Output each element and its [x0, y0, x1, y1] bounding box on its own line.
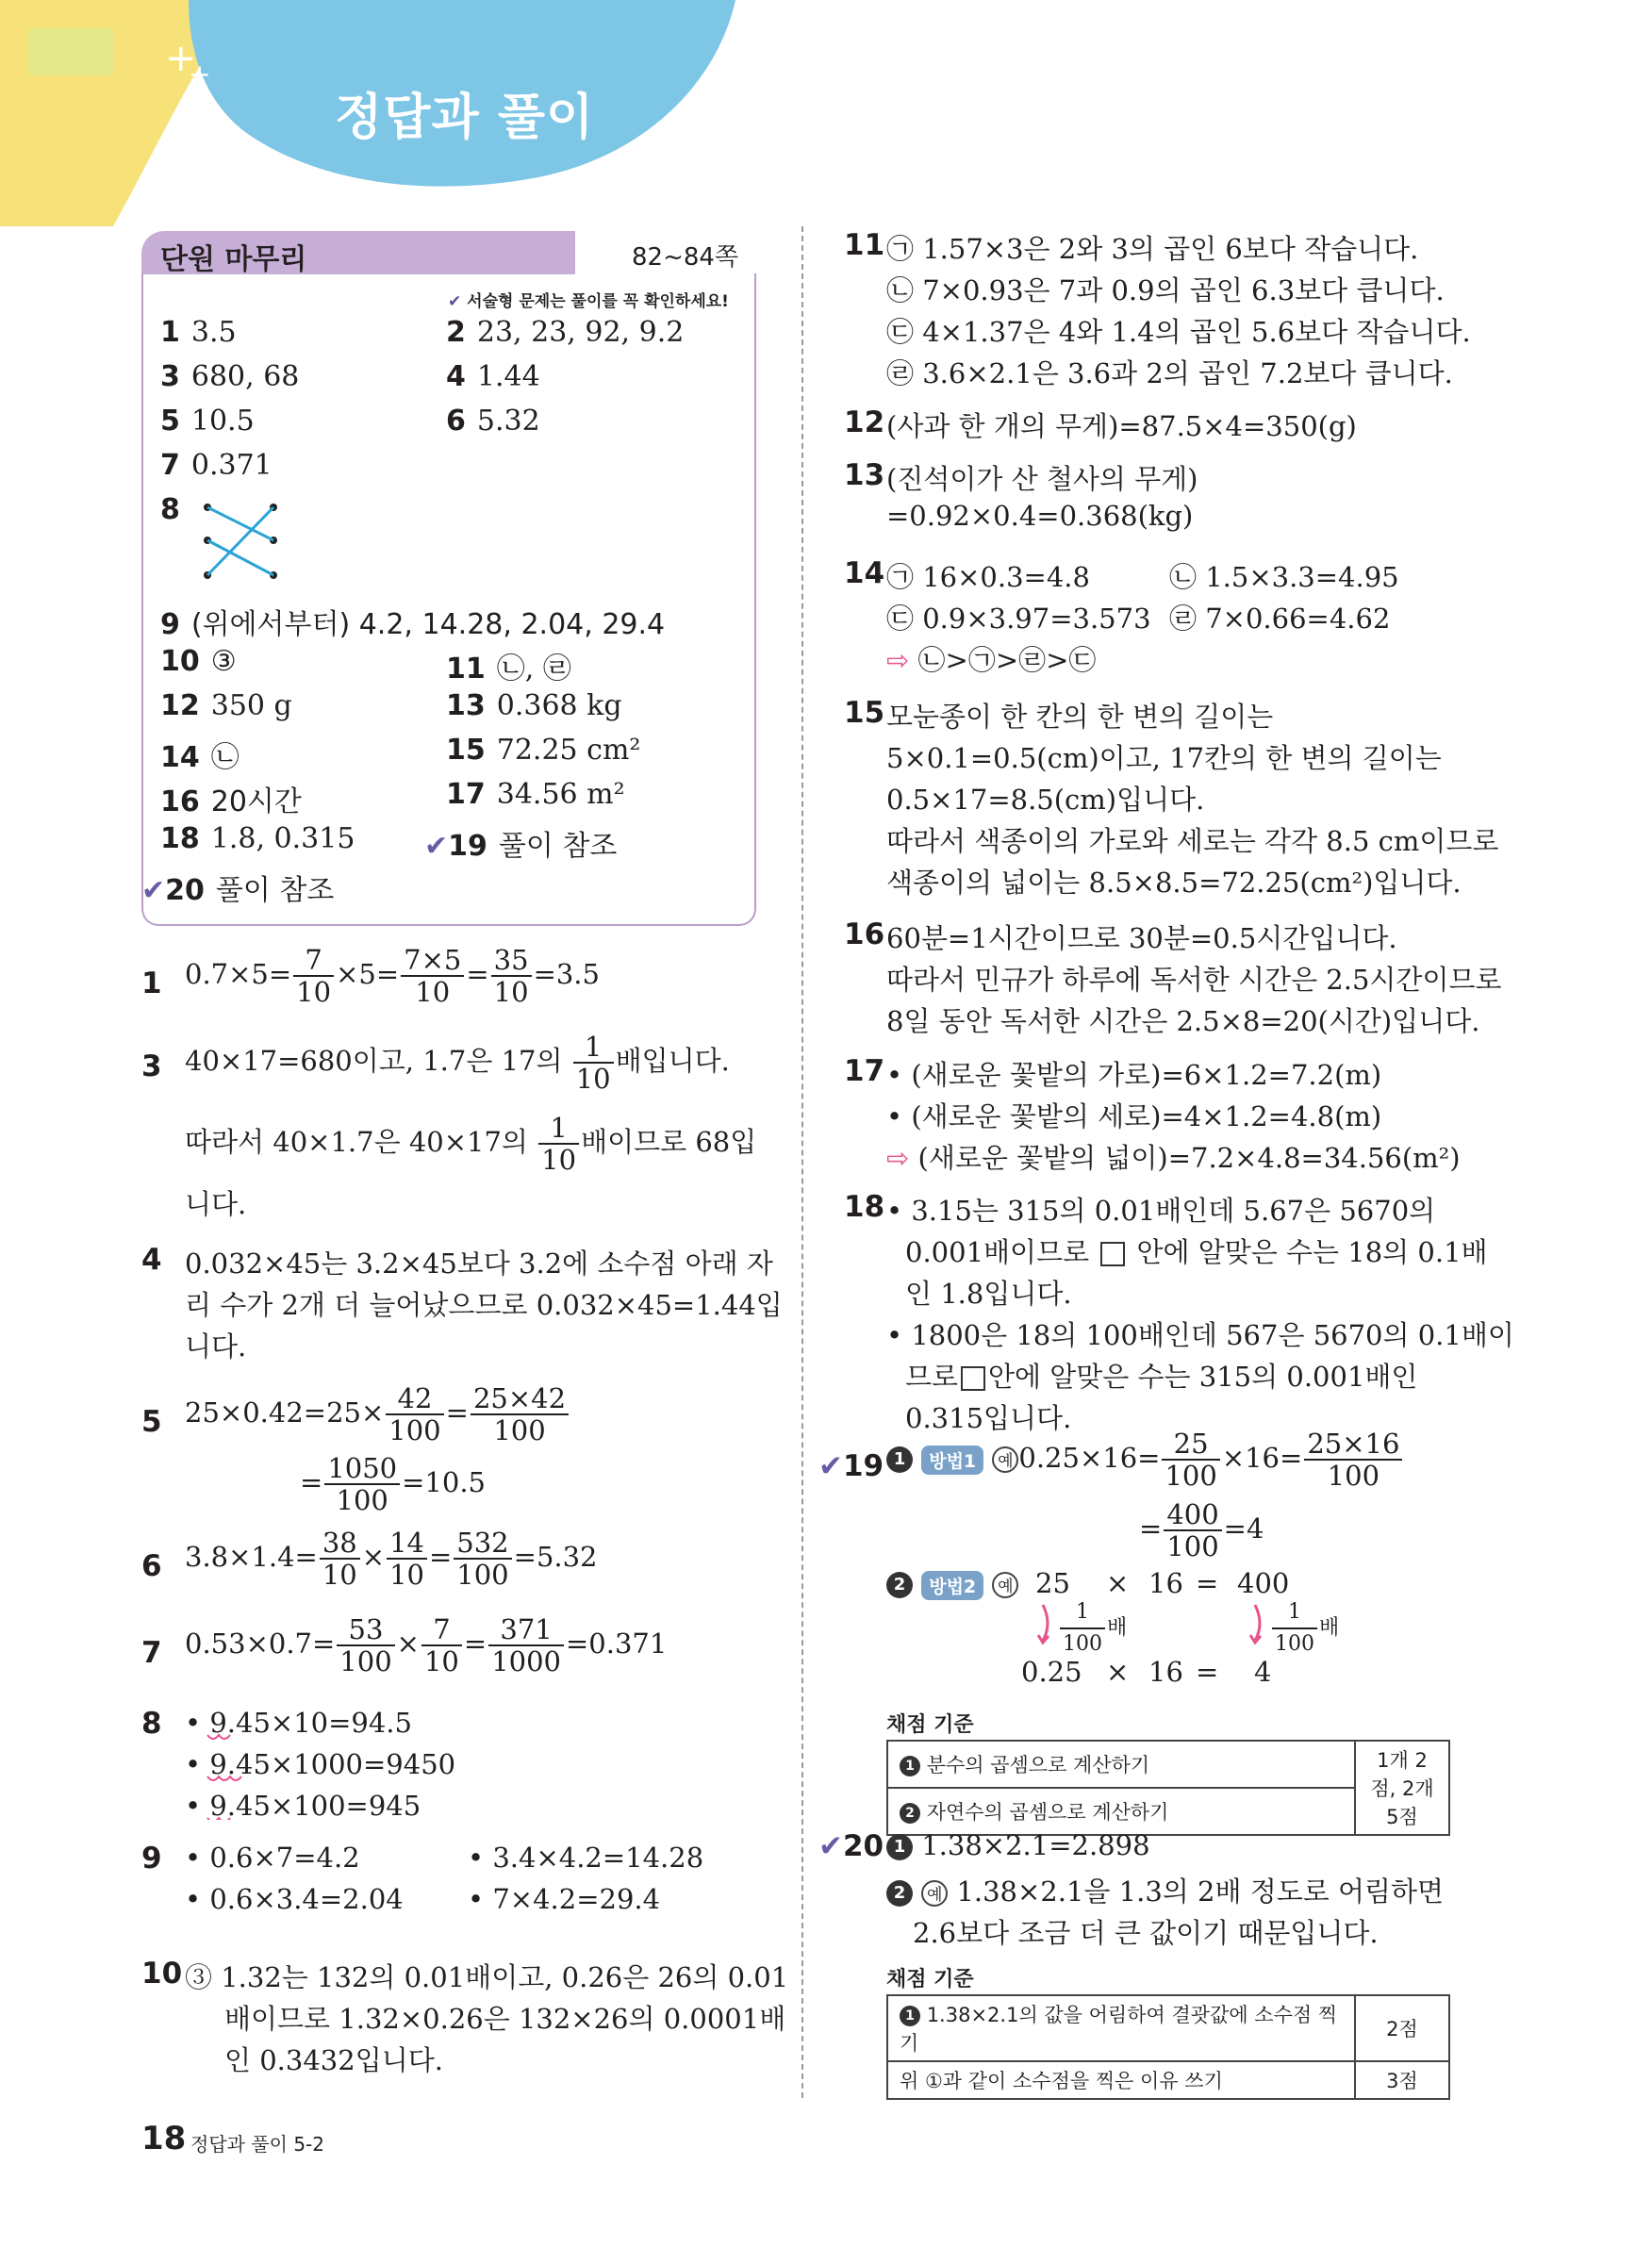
answer-12: 12 350 g	[160, 689, 292, 722]
sol-8-number: 8	[141, 1707, 162, 1741]
sol-4-line-1: 0.032×45는 3.2×45보다 3.2에 소수점 아래 자	[185, 1247, 773, 1280]
sol-5-number: 5	[141, 1405, 162, 1439]
sol-7-equation: 0.53×0.7= $\frac{53}{100}$ × $\frac{7}{10}$ = $\frac{371}{1000}$ =0.371	[185, 1613, 668, 1677]
sol-13-line-1: (진석이가 산 철사의 무게)	[886, 463, 1198, 495]
sol-12-number: 12	[844, 405, 885, 439]
sol-14-b: ㉡ 1.5×3.3=4.95	[1169, 561, 1399, 593]
sol-9-number: 9	[141, 1842, 162, 1875]
check-icon: ✔	[818, 1829, 843, 1863]
sol-9-d: • 7×4.2=29.4	[468, 1883, 661, 1915]
grading-criteria-label: 채점 기준	[886, 1968, 974, 1991]
answer-18: 18 1.8, 0.315	[160, 822, 355, 855]
example-mark-icon: 예	[921, 1880, 948, 1907]
sol-9-a: • 0.6×7=4.2	[185, 1842, 360, 1874]
sol-18-line-2: 0.001배이므로 안에 알맞은 수는 18의 0.1배	[905, 1236, 1488, 1268]
sol-15-number: 15	[844, 696, 885, 730]
sol-3-line-2: 따라서 40×1.7은 40×17의 $\frac{1}{10}$ 배이므로 68입	[185, 1112, 757, 1176]
sol-10-line-1: ③ 1.32는 132의 0.01배이고, 0.26은 26의 0.01	[185, 1961, 789, 1993]
sol-11-line-2: ㉡ 7×0.93은 7과 0.9의 곱인 6.3보다 큽니다.	[886, 274, 1445, 306]
svg-text:+: +	[165, 37, 197, 80]
decimal-shift-marks	[198, 1733, 311, 1820]
sol-3-line-3: 니다.	[185, 1188, 247, 1220]
answer-5: 5 10.5	[160, 405, 255, 438]
circled-number-icon: 2	[886, 1572, 913, 1598]
check-icon: ✔	[424, 830, 449, 863]
criteria-score: 1개 2점, 2개 5점	[1355, 1741, 1449, 1835]
sol-19-row-1-e: 400	[1237, 1567, 1290, 1599]
answer-3: 3 680, 68	[160, 360, 300, 393]
sol-4-line-3: 니다.	[185, 1330, 247, 1363]
answer-15: 15 72.25 cm²	[446, 734, 641, 767]
grading-criteria-label: 채점 기준	[886, 1713, 974, 1737]
circled-number-icon: 1	[886, 1834, 913, 1860]
sol-19-row-2-d: =	[1196, 1656, 1219, 1688]
sol-14-result: ⇨ ㉡>㉠>㉣>㉢	[886, 644, 1097, 676]
example-mark-icon: 예	[992, 1572, 1018, 1598]
sol-19-method-2: 2 방법2 예	[886, 1567, 1018, 1600]
sol-11-line-3: ㉢ 4×1.37은 4와 1.4의 곱인 5.6보다 작습니다.	[886, 316, 1471, 348]
sol-20-line-1: 1 1.38×2.1=2.898	[886, 1829, 1150, 1861]
answer-11: 11 ㉡, ㉣	[446, 653, 571, 686]
sol-18-line-1: • 3.15는 315의 0.01배인데 5.67은 5670의	[886, 1195, 1436, 1227]
sol-15-line-4: 따라서 색종이의 가로와 세로는 각각 8.5 cm이므로	[886, 825, 1499, 857]
footer-text: 정답과 풀이 5-2	[190, 2133, 324, 2156]
svg-text:+: +	[189, 58, 211, 90]
sol-18-line-3: 인 1.8입니다.	[905, 1278, 1072, 1310]
criteria-item: 1 분수의 곱셈으로 계산하기	[887, 1741, 1355, 1788]
answer-10: 10 ③	[160, 645, 237, 678]
sol-5-line-1: 25×0.42=25× $\frac{42}{100}$ = $\frac{25\times 42}{100}$	[185, 1383, 570, 1446]
answer-2: 2 23, 23, 92, 9.2	[446, 316, 685, 349]
sol-14-d: ㉣ 7×0.66=4.62	[1169, 603, 1391, 635]
sol-17-line-2: • (새로운 꽃밭의 세로)=4×1.2=4.8(m)	[886, 1100, 1382, 1132]
sol-16-line-1: 60분=1시간이므로 30분=0.5시간입니다.	[886, 922, 1397, 954]
sol-19-row-2-b: ×	[1106, 1656, 1130, 1688]
sol-14-a: ㉠ 16×0.3=4.8	[886, 561, 1090, 593]
sol-16-number: 16	[844, 917, 885, 951]
sol-18-number: 18	[844, 1190, 885, 1224]
sol-19-method-1-cont: = $\frac{400}{100}$ =4	[1139, 1498, 1264, 1562]
matching-lines-diagram	[198, 495, 283, 589]
sol-19-row-1-a: 25	[1035, 1567, 1070, 1599]
sol-1-number: 1	[141, 967, 162, 1000]
criteria-item: 1 1.38×2.1의 값을 어림하여 결괏값에 소수점 찍기	[887, 1995, 1355, 2061]
sol-19-row-1-d: =	[1196, 1567, 1219, 1599]
answer-4: 4 1.44	[446, 360, 540, 393]
arrow-icon: ⇨	[886, 644, 910, 676]
answer-9: 9 (위에서부터) 4.2, 14.28, 2.04, 29.4	[160, 608, 666, 641]
sol-20-line-3: 2.6보다 조금 더 큰 값이기 때문입니다.	[913, 1917, 1379, 1949]
curved-arrow-icon	[1249, 1603, 1268, 1646]
sol-3-number: 3	[141, 1049, 162, 1083]
sol-19-ratio-2: $\frac{1}{100}$ 배	[1270, 1597, 1339, 1660]
sol-11-line-1: ㉠ 1.57×3은 2와 3의 곱인 6보다 작습니다.	[886, 233, 1419, 265]
answer-8: 8	[160, 493, 180, 526]
check-icon: ✔	[448, 292, 462, 311]
sol-17-line-3: ⇨ (새로운 꽃밭의 넓이)=7.2×4.8=34.56(m²)	[886, 1142, 1461, 1174]
check-icon: ✔	[141, 874, 166, 907]
sol-8-line-3: • 9.45×100=945	[185, 1790, 421, 1822]
sol-3-line-1: 40×17=680이고, 1.7은 17의 $\frac{1}{10}$ 배입니다.	[185, 1031, 730, 1095]
answer-1: 1 3.5	[160, 316, 237, 349]
sol-17-line-1: • (새로운 꽃밭의 가로)=6×1.2=7.2(m)	[886, 1059, 1382, 1091]
summary-note: ✔ 서술형 문제는 풀이를 꼭 확인하세요!	[448, 292, 729, 311]
column-divider	[801, 226, 803, 2098]
grading-criteria-table	[886, 1740, 1450, 1836]
sol-10-line-2: 배이므로 1.32×0.26은 132×26의 0.0001배	[224, 2003, 786, 2035]
sol-11-number: 11	[844, 228, 885, 262]
example-mark-icon: 예	[992, 1446, 1018, 1473]
sol-13-number: 13	[844, 458, 885, 492]
answer-14: 14 ㉡	[160, 741, 240, 774]
criteria-item: 위 ①과 같이 소수점을 찍은 이유 쓰기	[887, 2061, 1355, 2099]
sol-6-number: 6	[141, 1549, 162, 1583]
criteria-score: 2점	[1355, 1995, 1449, 2061]
sol-8-line-1: • 9.45×10=94.5	[185, 1707, 412, 1739]
sol-16-line-3: 8일 동안 독서한 시간은 2.5×8=20(시간)입니다.	[886, 1005, 1480, 1037]
sol-1-equation: 0.7×5= $\frac{7}{10}$ ×5= $\frac{7\times 5}{10}$ = $\frac{35}{10}$ =3.5	[185, 944, 600, 1008]
sol-11-line-4: ㉣ 3.6×2.1은 3.6과 2의 곱인 7.2보다 큽니다.	[886, 357, 1453, 389]
sol-13-line-2: =0.92×0.4=0.368(kg)	[886, 500, 1194, 532]
sol-20-number: ✔20	[818, 1829, 884, 1863]
answer-16: 16 20시간	[160, 785, 302, 818]
sol-19-number: ✔19	[818, 1449, 884, 1483]
sol-10-number: 10	[141, 1957, 183, 1991]
sol-14-c: ㉢ 0.9×3.97=3.573	[886, 603, 1151, 635]
sol-18-line-4: • 1800은 18의 100배인데 567은 5670의 0.1배이	[886, 1319, 1514, 1351]
sol-18-line-6: 0.315입니다.	[905, 1402, 1072, 1434]
sol-18-line-5: 므로 안에 알맞은 수는 315의 0.001배인	[905, 1361, 1418, 1393]
sol-19-row-2-a: 0.25	[1021, 1656, 1082, 1688]
sol-15-line-5: 색종이의 넓이는 8.5×8.5=72.25(cm²)입니다.	[886, 867, 1462, 899]
summary-title: 단원 마무리	[160, 243, 307, 276]
answer-17: 17 34.56 m²	[446, 778, 625, 811]
criteria-item: 2 자연수의 곱셈으로 계산하기	[887, 1788, 1355, 1835]
sol-17-number: 17	[844, 1054, 885, 1088]
sol-9-b: • 3.4×4.2=14.28	[468, 1842, 704, 1874]
sol-16-line-2: 따라서 민규가 하루에 독서한 시간은 2.5시간이므로	[886, 964, 1502, 996]
circled-number-icon: 2	[886, 1880, 913, 1907]
sol-19-row-2-c: 16	[1148, 1656, 1183, 1688]
sol-9-c: • 0.6×3.4=2.04	[185, 1883, 404, 1915]
sol-19-ratio-1: $\frac{1}{100}$ 배	[1058, 1597, 1127, 1660]
answer-19: ✔19 풀이 참조	[424, 830, 618, 863]
answer-box-icon	[961, 1366, 985, 1391]
check-icon: ✔	[818, 1449, 843, 1483]
curved-arrow-icon	[1037, 1603, 1056, 1646]
page-title: 정답과 풀이	[335, 90, 595, 146]
sol-8-line-2: • 9.45×1000=9450	[185, 1748, 456, 1780]
sol-5-line-2: = $\frac{1050}{100}$ =10.5	[300, 1452, 486, 1516]
sol-15-line-2: 5×0.1=0.5(cm)이고, 17칸의 한 변의 길이는	[886, 742, 1442, 774]
page-number: 18	[141, 2120, 187, 2157]
criteria-score: 3점	[1355, 2061, 1449, 2099]
answer-box-icon	[1100, 1242, 1125, 1266]
circled-number-icon: 1	[886, 1446, 913, 1473]
header-decoration	[0, 0, 1652, 226]
answer-20: ✔20 풀이 참조	[141, 874, 335, 907]
sol-4-number: 4	[141, 1243, 162, 1277]
sol-20-line-2: 2 예 1.38×2.1을 1.3의 2배 정도로 어림하면	[886, 1871, 1444, 1909]
sol-12-line-1: (사과 한 개의 무게)=87.5×4=350(g)	[886, 410, 1357, 442]
sol-15-line-3: 0.5×17=8.5(cm)입니다.	[886, 784, 1205, 816]
sol-19-row-2-e: 4	[1254, 1656, 1272, 1688]
arrow-icon: ⇨	[886, 1142, 910, 1174]
sol-19-row-1-c: 16	[1148, 1567, 1183, 1599]
sol-10-line-3: 인 0.3432입니다.	[224, 2044, 443, 2076]
sol-6-equation: 3.8×1.4= $\frac{38}{10}$ × $\frac{14}{10}$ = $\frac{532}{100}$ =5.32	[185, 1527, 598, 1591]
sol-19-method-1: 1 방법1 예 0.25×16= $\frac{25}{100}$ ×16= $\frac{25\times 16}{100}$	[886, 1429, 1404, 1491]
sol-7-number: 7	[141, 1636, 162, 1670]
sol-15-line-1: 모눈종이 한 칸의 한 변의 길이는	[886, 701, 1274, 733]
summary-pages: 82~84쪽	[632, 243, 739, 272]
answer-7: 7 0.371	[160, 449, 273, 482]
grading-criteria-table	[886, 1994, 1450, 2100]
sol-4-line-2: 리 수가 2개 더 늘어났으므로 0.032×45=1.44입	[185, 1289, 783, 1321]
sol-19-row-1-b: ×	[1106, 1567, 1130, 1599]
answer-13: 13 0.368 kg	[446, 689, 622, 722]
answer-6: 6 5.32	[446, 405, 540, 438]
sol-14-number: 14	[844, 556, 885, 590]
